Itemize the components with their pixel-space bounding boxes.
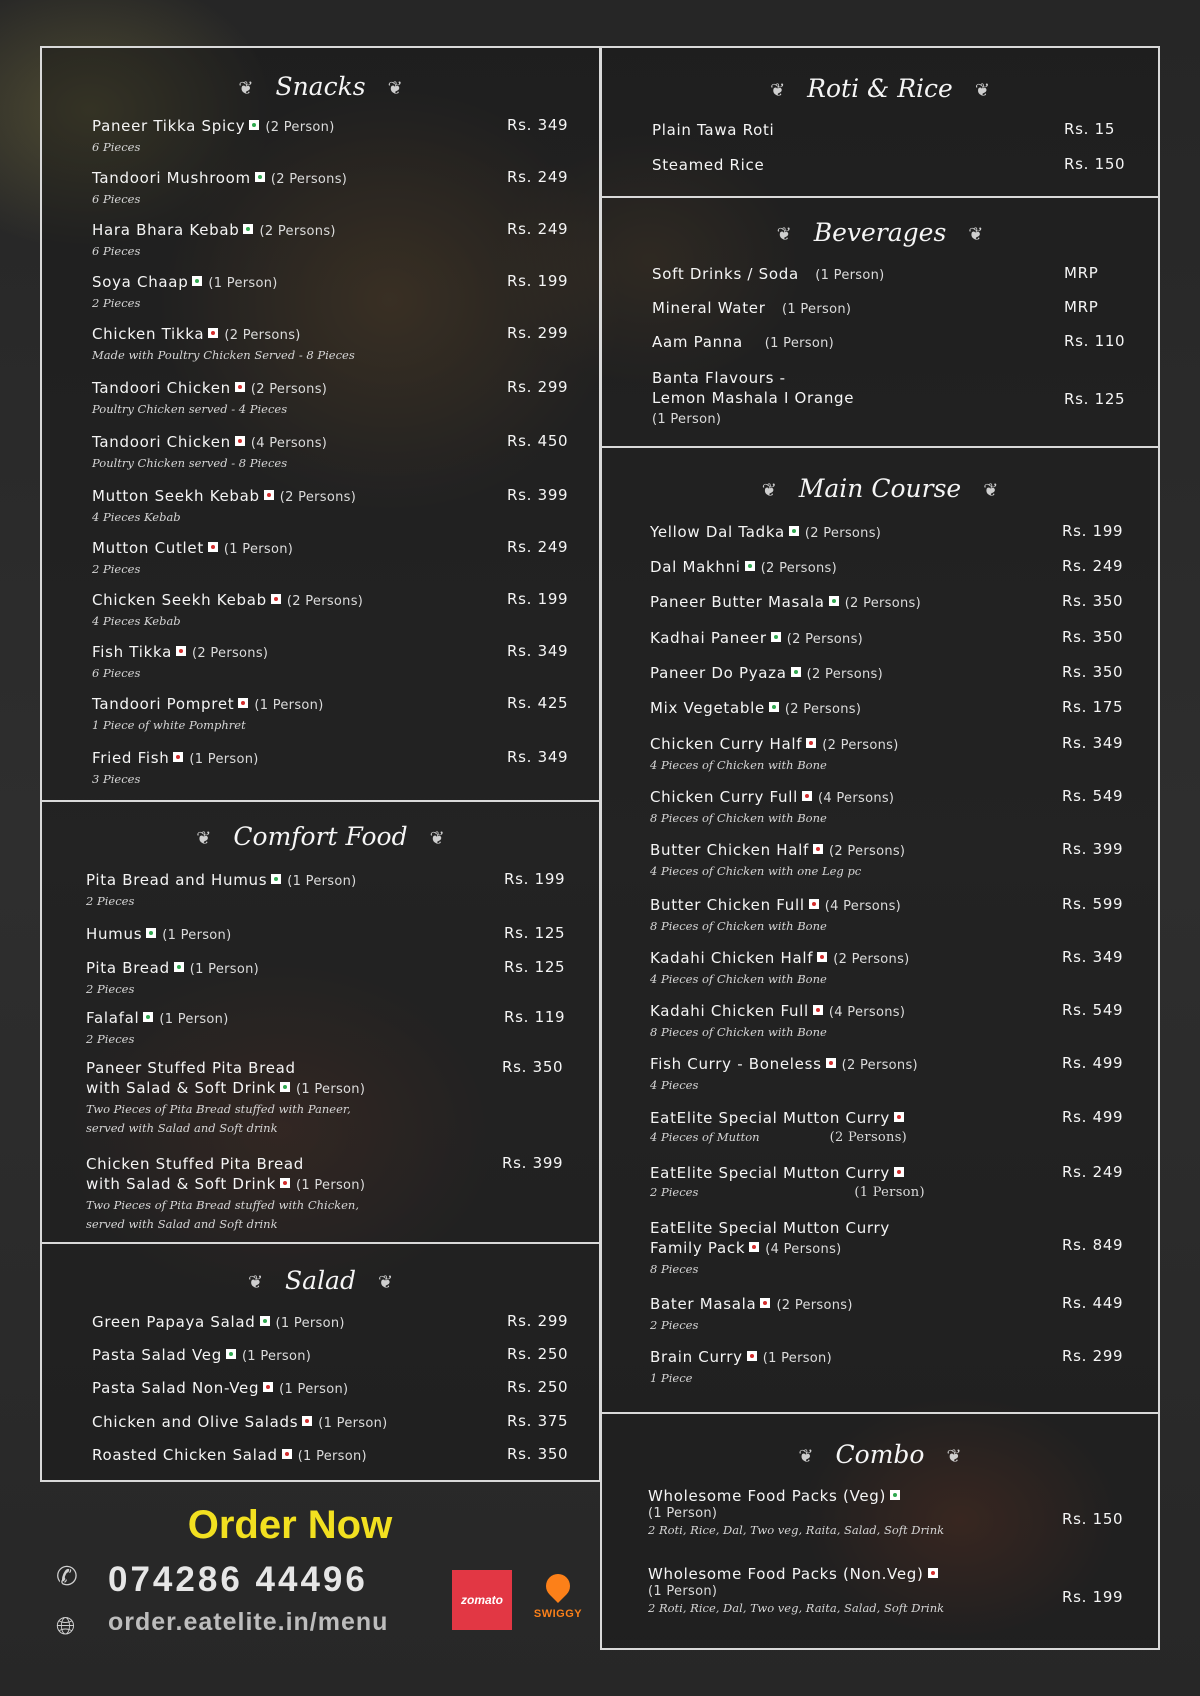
veg-icon (192, 276, 202, 286)
non-veg-icon (760, 1298, 770, 1308)
menu-item: Paneer Do Pyaza (2 Persons) (650, 664, 883, 682)
veg-icon (791, 667, 801, 677)
sprig-ornament-icon: ❦ (387, 78, 403, 99)
item-price: Rs. 499 (1062, 1108, 1124, 1126)
non-veg-icon (280, 1178, 290, 1188)
veg-icon (243, 224, 253, 234)
sprig-ornament-icon: ❦ (761, 480, 777, 501)
veg-icon (745, 561, 755, 571)
veg-icon (271, 874, 281, 884)
veg-icon (174, 962, 184, 972)
item-price: Rs. 199 (507, 590, 569, 608)
item-price: Rs. 549 (1062, 787, 1124, 805)
menu-item: Fish Curry - Boneless (2 Persons) 4 Pieces (650, 1055, 918, 1092)
sprig-ornament-icon: ❦ (968, 224, 984, 245)
item-price: Rs. 175 (1062, 698, 1124, 716)
veg-icon (146, 928, 156, 938)
item-price: Rs. 249 (507, 168, 569, 186)
item-price: Rs. 299 (507, 324, 569, 342)
item-price: Rs. 150 (1062, 1510, 1124, 1528)
comfort-food-title: ❦ Comfort Food ❦ (196, 822, 445, 851)
main-course-section (600, 446, 1160, 1414)
item-price: Rs. 425 (507, 694, 569, 712)
item-price: Rs. 450 (507, 432, 569, 450)
menu-item: Butter Chicken Half (2 Persons) 4 Pieces of Chicken with one Leg pc (650, 841, 906, 878)
phone-number[interactable]: 074286 44496 (108, 1560, 368, 1599)
item-price: Rs. 399 (502, 1154, 564, 1172)
snacks-section (40, 46, 601, 802)
item-price: Rs. 350 (1062, 628, 1124, 646)
combo-section (600, 1412, 1160, 1650)
item-price: Rs. 15 (1064, 120, 1116, 138)
menu-item: Plain Tawa Roti (652, 121, 775, 139)
veg-icon (226, 1349, 236, 1359)
menu-item: Banta Flavours - Lemon Mashala I Orange (1 Person) (652, 369, 855, 427)
sprig-ornament-icon: ❦ (983, 480, 999, 501)
roti-rice-section (600, 46, 1160, 198)
menu-item: Fish Tikka (2 Persons) 6 Pieces (92, 643, 269, 680)
beverages-title: ❦ Beverages ❦ (776, 218, 984, 247)
item-price: MRP (1064, 264, 1099, 282)
menu-item: Mix Vegetable (2 Persons) (650, 699, 862, 717)
non-veg-icon (813, 1005, 823, 1015)
item-price: Rs. 249 (1062, 1163, 1124, 1181)
menu-item: Brain Curry (1 Person) 1 Piece (650, 1348, 832, 1385)
sprig-ornament-icon: ❦ (974, 80, 990, 101)
item-price: Rs. 349 (507, 748, 569, 766)
menu-item: Green Papaya Salad (1 Person) (92, 1313, 345, 1331)
roti-rice-title: ❦ Roti & Rice ❦ (770, 74, 990, 103)
item-price: Rs. 299 (507, 1312, 569, 1330)
non-veg-icon (747, 1351, 757, 1361)
item-price: Rs. 349 (1062, 734, 1124, 752)
main-course-title: ❦ Main Course ❦ (761, 474, 999, 503)
non-veg-icon (302, 1416, 312, 1426)
sprig-ornament-icon: ❦ (429, 828, 445, 849)
non-veg-icon (235, 436, 245, 446)
globe-icon: 🌐︎ (56, 1612, 76, 1640)
menu-item: EatElite Special Mutton Curry 2 Pieces (1 Person) (650, 1164, 925, 1200)
menu-item: Butter Chicken Full (4 Persons) 8 Pieces of Chicken with Bone (650, 896, 902, 933)
non-veg-icon (282, 1449, 292, 1459)
non-veg-icon (235, 382, 245, 392)
menu-item: Pita Bread (1 Person) 2 Pieces (86, 959, 260, 996)
non-veg-icon (263, 1382, 273, 1392)
menu-item: Dal Makhni (2 Persons) (650, 558, 837, 576)
menu-item: Wholesome Food Packs (Veg) (1 Person) 2 Roti, Rice, Dal, Two veg, Raita, Salad, Soft Drink (648, 1487, 945, 1537)
non-veg-icon (271, 594, 281, 604)
menu-item: Paneer Stuffed Pita Bread with Salad & Soft Drink (1 Person) Two Pieces of Pita Bread stuffed with Paneer, served with Salad and Soft drink (86, 1059, 366, 1135)
menu-item: Chicken and Olive Salads (1 Person) (92, 1413, 388, 1431)
item-price: Rs. 125 (1064, 390, 1126, 408)
non-veg-icon (208, 542, 218, 552)
item-price: Rs. 249 (507, 538, 569, 556)
veg-icon (890, 1490, 900, 1500)
item-price: Rs. 350 (507, 1445, 569, 1463)
menu-item: Bater Masala (2 Persons) 2 Pieces (650, 1295, 853, 1332)
veg-icon (249, 120, 259, 130)
item-price: Rs. 399 (507, 486, 569, 504)
veg-icon (260, 1316, 270, 1326)
menu-item: Fried Fish (1 Person) 3 Pieces (92, 749, 259, 786)
menu-item: Tandoori Chicken (2 Persons) Poultry Chicken served - 4 Pieces (92, 379, 328, 416)
item-price: Rs. 349 (507, 116, 569, 134)
menu-item: Kadahi Chicken Full (4 Persons) 8 Pieces of Chicken with Bone (650, 1002, 906, 1039)
menu-item: Hara Bhara Kebab (2 Persons) 6 Pieces (92, 221, 336, 258)
menu-item: EatElite Special Mutton Curry 4 Pieces of Mutton (2 Persons) (650, 1109, 908, 1145)
item-price: Rs. 549 (1062, 1001, 1124, 1019)
non-veg-icon (176, 646, 186, 656)
veg-icon (789, 526, 799, 536)
menu-item: Tandoori Mushroom (2 Persons) 6 Pieces (92, 169, 348, 206)
sprig-ornament-icon: ❦ (776, 224, 792, 245)
menu-item: Mutton Seekh Kebab (2 Persons) 4 Pieces Kebab (92, 487, 357, 524)
menu-item: Mutton Cutlet (1 Person) 2 Pieces (92, 539, 294, 576)
menu-item: Kadhai Paneer (2 Persons) (650, 629, 864, 647)
item-price: Rs. 249 (1062, 557, 1124, 575)
sprig-ornament-icon: ❦ (247, 1272, 264, 1293)
menu-item: Tandoori Pompret (1 Person) 1 Piece of white Pomphret (92, 695, 324, 732)
sprig-ornament-icon: ❦ (377, 1272, 394, 1293)
menu-item: Wholesome Food Packs (Non.Veg) (1 Person) 2 Roti, Rice, Dal, Two veg, Raita, Salad, Soft Drink (648, 1565, 945, 1615)
non-veg-icon (802, 791, 812, 801)
salad-section (40, 1242, 601, 1482)
swiggy-logo[interactable]: SWIGGY (528, 1570, 588, 1634)
item-price: Rs. 350 (1062, 592, 1124, 610)
item-price: MRP (1064, 298, 1099, 316)
sprig-ornament-icon: ❦ (798, 1446, 814, 1467)
item-price: Rs. 350 (1062, 663, 1124, 681)
menu-item: Soya Chaap (1 Person) 2 Pieces (92, 273, 278, 310)
non-veg-icon (813, 844, 823, 854)
non-veg-icon (806, 738, 816, 748)
menu-item: Pasta Salad Veg (1 Person) (92, 1346, 312, 1364)
item-price: Rs. 249 (507, 220, 569, 238)
item-price: Rs. 449 (1062, 1294, 1124, 1312)
item-price: Rs. 199 (1062, 522, 1124, 540)
menu-item: Falafal (1 Person) 2 Pieces (86, 1009, 229, 1046)
item-price: Rs. 199 (504, 870, 566, 888)
item-price: Rs. 150 (1064, 155, 1126, 173)
item-price: Rs. 119 (504, 1008, 566, 1026)
non-veg-icon (238, 698, 248, 708)
veg-icon (255, 172, 265, 182)
menu-item: Chicken Curry Full (4 Persons) 8 Pieces of Chicken with Bone (650, 788, 895, 825)
salad-title: ❦ Salad ❦ (247, 1266, 394, 1295)
item-price: Rs. 849 (1062, 1236, 1124, 1254)
veg-icon (143, 1012, 153, 1022)
zomato-logo[interactable]: zomato (452, 1570, 512, 1630)
non-veg-icon (809, 899, 819, 909)
comfort-food-section (40, 800, 601, 1244)
menu-item: Chicken Curry Half (2 Persons) 4 Pieces of Chicken with Bone (650, 735, 899, 772)
item-price: Rs. 375 (507, 1412, 569, 1430)
non-veg-icon (894, 1167, 904, 1177)
beverages-section (600, 196, 1160, 448)
menu-item: Chicken Seekh Kebab (2 Persons) 4 Pieces Kebab (92, 591, 364, 628)
menu-item: Humus (1 Person) (86, 925, 232, 943)
veg-icon (280, 1082, 290, 1092)
menu-item: Aam Panna (1 Person) (652, 333, 835, 351)
phone-icon: ✆ (56, 1562, 78, 1592)
non-veg-icon (749, 1242, 759, 1252)
item-price: Rs. 110 (1064, 332, 1126, 350)
snacks-title: ❦ Snacks ❦ (238, 72, 403, 101)
website-link[interactable]: order.eatelite.in/menu (108, 1608, 389, 1636)
menu-item: Pita Bread and Humus (1 Person) 2 Pieces (86, 871, 357, 908)
menu-item: Mineral Water (1 Person) (652, 299, 852, 317)
non-veg-icon (208, 328, 218, 338)
veg-icon (769, 702, 779, 712)
menu-item: EatElite Special Mutton Curry Family Pack (4 Persons) 8 Pieces (650, 1219, 890, 1276)
sprig-ornament-icon: ❦ (770, 80, 786, 101)
item-price: Rs. 499 (1062, 1054, 1124, 1072)
menu-item: Steamed Rice (652, 156, 765, 174)
swiggy-pin-icon (541, 1569, 575, 1603)
item-price: Rs. 349 (507, 642, 569, 660)
veg-icon (829, 596, 839, 606)
item-price: Rs. 125 (504, 958, 566, 976)
menu-item: Paneer Butter Masala (2 Persons) (650, 593, 921, 611)
veg-icon (771, 632, 781, 642)
non-veg-icon (817, 952, 827, 962)
non-veg-icon (264, 490, 274, 500)
combo-title: ❦ Combo ❦ (798, 1440, 962, 1469)
menu-item: Roasted Chicken Salad (1 Person) (92, 1446, 367, 1464)
item-price: Rs. 299 (507, 378, 569, 396)
menu-item: Chicken Stuffed Pita Bread with Salad & Soft Drink (1 Person) Two Pieces of Pita Bread stuffed with Chicken, served with Salad and Soft drink (86, 1155, 366, 1231)
item-price: Rs. 250 (507, 1345, 569, 1363)
sprig-ornament-icon: ❦ (196, 828, 212, 849)
non-veg-icon (826, 1058, 836, 1068)
item-price: Rs. 349 (1062, 948, 1124, 966)
item-price: Rs. 599 (1062, 895, 1124, 913)
non-veg-icon (928, 1568, 938, 1578)
menu-item: Tandoori Chicken (4 Persons) Poultry Chicken served - 8 Pieces (92, 433, 328, 470)
item-price: Rs. 250 (507, 1378, 569, 1396)
menu-item: Chicken Tikka (2 Persons) Made with Poultry Chicken Served - 8 Pieces (92, 325, 355, 362)
item-price: Rs. 350 (502, 1058, 564, 1076)
item-price: Rs. 399 (1062, 840, 1124, 858)
menu-item: Kadahi Chicken Half (2 Persons) 4 Pieces of Chicken with Bone (650, 949, 910, 986)
menu-item: Soft Drinks / Soda (1 Person) (652, 265, 885, 283)
menu-item: Paneer Tikka Spicy (2 Person) 6 Pieces (92, 117, 335, 154)
item-price: Rs. 125 (504, 924, 566, 942)
item-price: Rs. 199 (507, 272, 569, 290)
non-veg-icon (894, 1112, 904, 1122)
order-now-heading: Order Now (187, 1503, 393, 1547)
sprig-ornament-icon: ❦ (946, 1446, 962, 1467)
item-price: Rs. 299 (1062, 1347, 1124, 1365)
item-price: Rs. 199 (1062, 1588, 1124, 1606)
menu-item: Yellow Dal Tadka (2 Persons) (650, 523, 882, 541)
menu-item: Pasta Salad Non-Veg (1 Person) (92, 1379, 349, 1397)
sprig-ornament-icon: ❦ (238, 78, 254, 99)
non-veg-icon (173, 752, 183, 762)
